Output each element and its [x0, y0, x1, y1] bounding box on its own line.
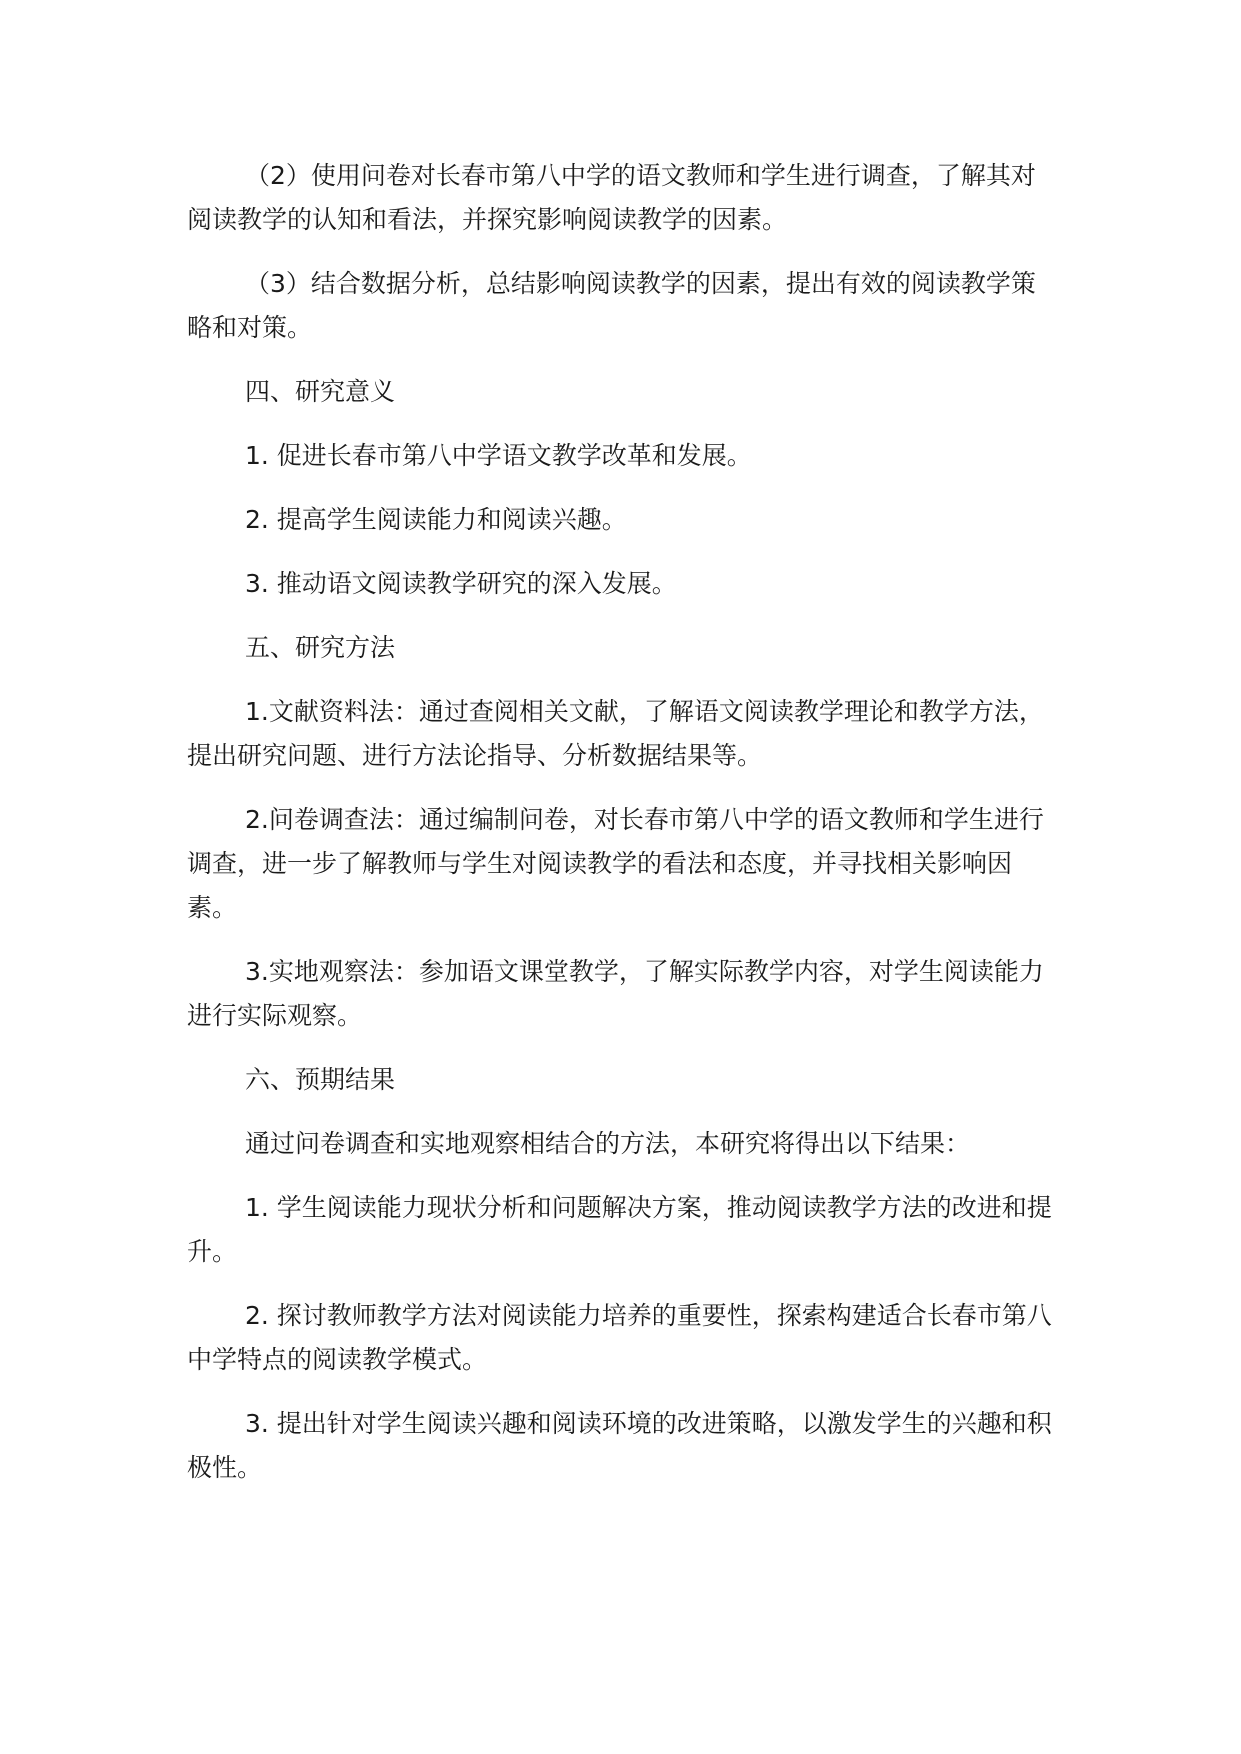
- paragraph-objective-3: （3）结合数据分析，总结影响阅读教学的因素，提出有效的阅读教学策略和对策。: [187, 269, 1036, 342]
- significance-item-3: 3. 推动语文阅读教学研究的深入发展。: [245, 569, 677, 598]
- expected-result-item-2: 2. 探讨教师教学方法对阅读能力培养的重要性，探索构建适合长春市第八中学特点的阅读教学模式。: [187, 1301, 1052, 1374]
- section-heading-methods: 五、研究方法: [245, 633, 396, 662]
- paragraph-objective-2: （2）使用问卷对长春市第八中学的语文教师和学生进行调查，了解其对阅读教学的认知和看法，并探究影响阅读教学的因素。: [187, 161, 1036, 234]
- method-item-1: 1.文献资料法：通过查阅相关文献，了解语文阅读教学理论和教学方法，提出研究问题、进行方法论指导、分析数据结果等。: [187, 697, 1044, 770]
- section-heading-expected-results: 六、预期结果: [245, 1065, 396, 1094]
- method-item-2: 2.问卷调查法：通过编制问卷，对长春市第八中学的语文教师和学生进行调查，进一步了解教师与学生对阅读教学的看法和态度，并寻找相关影响因素。: [187, 805, 1044, 922]
- expected-result-item-3: 3. 提出针对学生阅读兴趣和阅读环境的改进策略，以激发学生的兴趣和积极性。: [187, 1409, 1052, 1482]
- expected-results-intro: 通过问卷调查和实地观察相结合的方法，本研究将得出以下结果：: [245, 1129, 971, 1158]
- document-body: [187, 154, 1057, 1510]
- significance-item-2: 2. 提高学生阅读能力和阅读兴趣。: [245, 505, 627, 534]
- section-heading-significance: 四、研究意义: [245, 377, 396, 406]
- expected-result-item-1: 1. 学生阅读能力现状分析和问题解决方案，推动阅读教学方法的改进和提升。: [187, 1193, 1052, 1266]
- method-item-3: 3.实地观察法：参加语文课堂教学，了解实际教学内容，对学生阅读能力进行实际观察。: [187, 957, 1044, 1030]
- significance-item-1: 1. 促进长春市第八中学语文教学改革和发展。: [245, 441, 752, 470]
